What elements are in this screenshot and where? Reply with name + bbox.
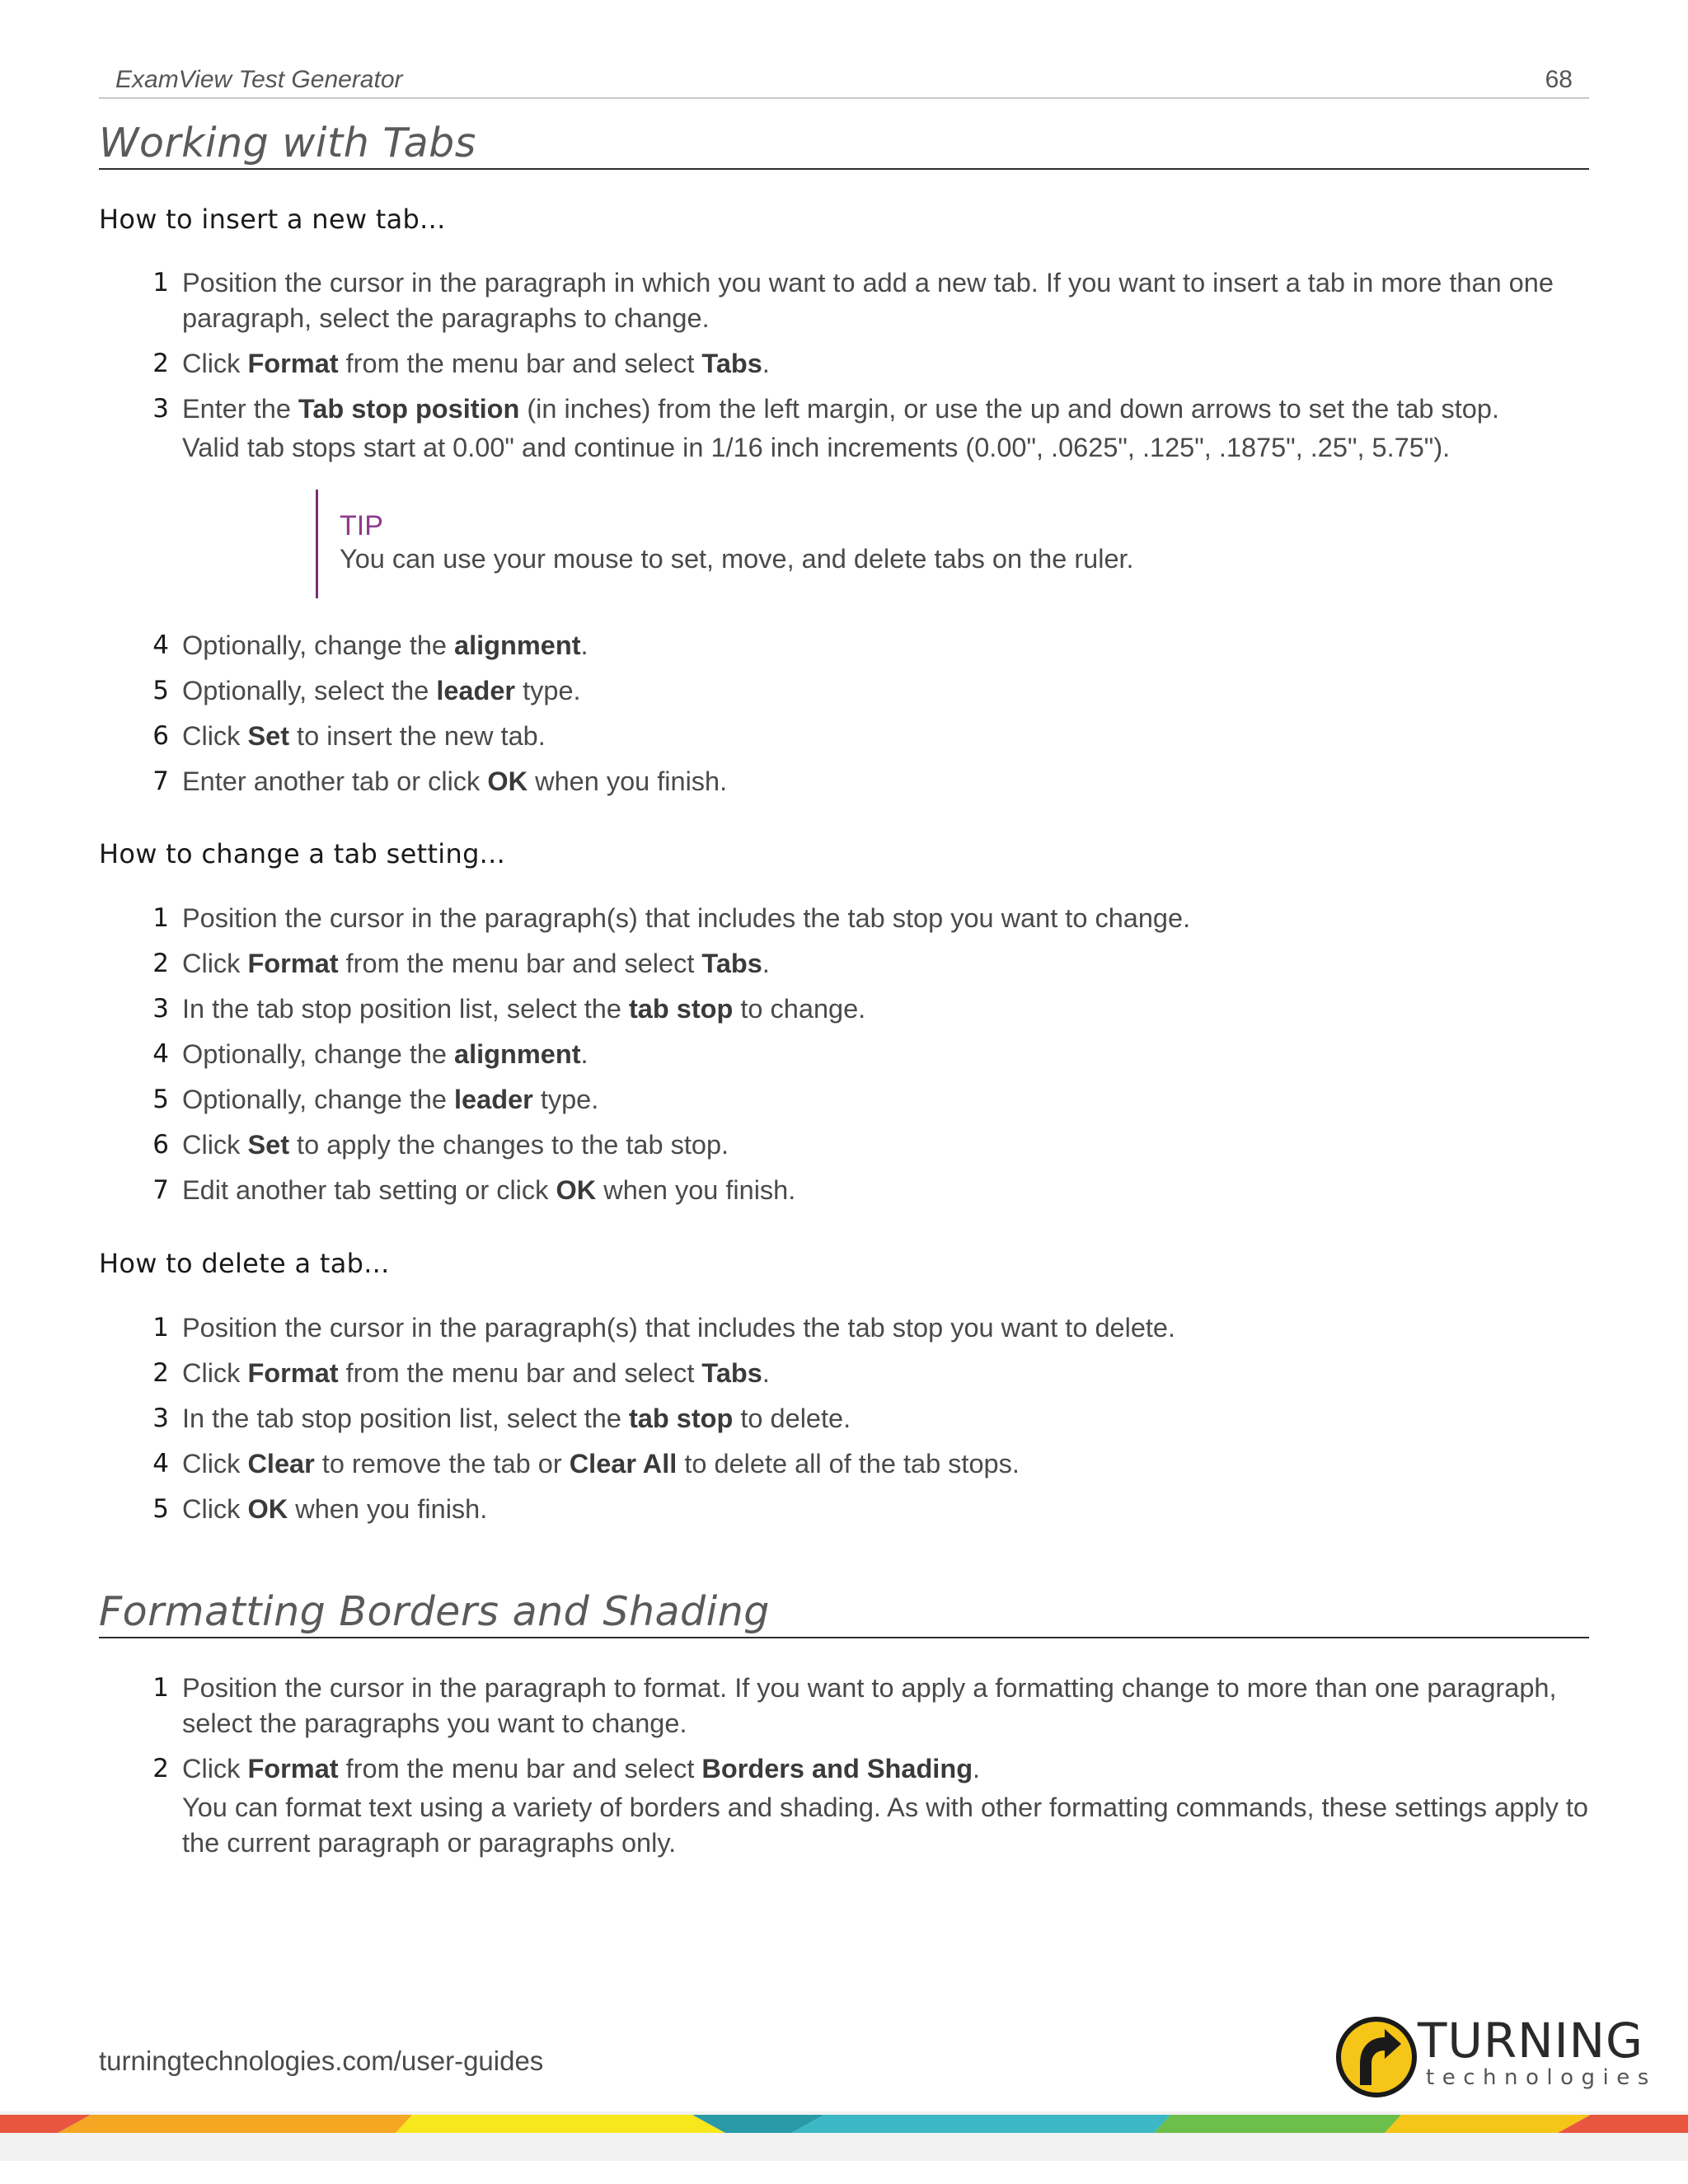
emphasis-term: Borders and Shading	[701, 1754, 973, 1783]
emphasis-term: OK	[556, 1175, 597, 1205]
step-text-run: Optionally, change the	[182, 630, 455, 660]
emphasis-term: Set	[247, 1130, 290, 1160]
step-number: 1	[152, 268, 169, 298]
step-text	[182, 1494, 487, 1524]
step-text-run: In the tab stop position list, select the	[182, 1404, 629, 1433]
color-strip-segment	[1385, 2115, 1591, 2133]
step-text	[182, 994, 865, 1024]
heading-insert-tab: How to insert a new tab...	[99, 204, 446, 235]
step-number: 3	[152, 994, 169, 1024]
logo-wordmark: TURNING	[1418, 2013, 1644, 2069]
step-text-run: (in inches) from the left margin, or use the up and down arrows to set the tab stop.	[519, 394, 1499, 424]
step-number: 4	[152, 630, 169, 660]
step-number: 2	[152, 1754, 169, 1783]
list-item	[99, 1310, 1591, 1346]
step-text-run: .	[762, 949, 770, 978]
steps-borders-shading	[99, 1671, 1591, 1871]
step-text	[182, 1085, 598, 1114]
step-text-run: Click	[182, 349, 248, 378]
step-text-run: Click	[182, 721, 248, 751]
section-title-tabs: Working with Tabs	[99, 120, 1589, 170]
step-text-run: Click	[182, 1494, 248, 1524]
list-item	[99, 946, 1591, 982]
emphasis-term: Format	[247, 1358, 339, 1388]
step-text-run: Edit another tab setting or click	[182, 1175, 556, 1205]
step-text-run: Position the cursor in the paragraph(s) that includes the tab stop you want to change.	[182, 903, 1191, 933]
step-text-run: to insert the new tab.	[289, 721, 546, 751]
steps-delete-tab	[99, 1310, 1591, 1537]
step-text-run: Position the cursor in the paragraph to format. If you want to apply a formatting change to more than one paragraph, select the paragraphs you want to change.	[182, 1673, 1557, 1738]
step-text-run: Optionally, change the	[182, 1085, 455, 1114]
step-text-run: In the tab stop position list, select the	[182, 994, 629, 1024]
step-number: 4	[152, 1449, 169, 1479]
step-text	[182, 630, 588, 660]
list-item	[99, 1751, 1591, 1861]
step-text-run: .	[580, 1039, 588, 1069]
step-text-run: when you finish.	[288, 1494, 488, 1524]
list-item	[99, 1492, 1591, 1527]
step-text-run: from the menu bar and select	[338, 949, 702, 978]
steps-change-tab	[99, 901, 1591, 1218]
footer-color-strip	[0, 2111, 1688, 2161]
list-item	[99, 1037, 1591, 1072]
color-strip-segment	[791, 2115, 1170, 2133]
step-text-run: Enter another tab or click	[182, 766, 488, 796]
step-number: 2	[152, 1358, 169, 1388]
step-text-run: from the menu bar and select	[338, 349, 702, 378]
step-text-run: Click	[182, 1754, 248, 1783]
emphasis-term: leader	[454, 1085, 533, 1114]
step-note: Valid tab stops start at 0.00" and continue in 1/16 inch increments (0.00", .0625", .125", .1875", .25", 5.75").	[182, 433, 1451, 462]
step-text-run: type.	[515, 676, 581, 705]
list-item	[99, 265, 1591, 336]
step-text	[182, 1673, 1557, 1738]
list-item	[99, 673, 1591, 709]
steps-insert-tab	[99, 265, 1591, 476]
step-text-run: .	[973, 1754, 981, 1783]
step-text-run: to change.	[733, 994, 866, 1024]
step-text-run: Click	[182, 1449, 248, 1479]
step-text	[182, 949, 770, 978]
list-item	[99, 1127, 1591, 1163]
list-item	[99, 1082, 1591, 1118]
step-text-run: .	[762, 1358, 770, 1388]
step-text-run: from the menu bar and select	[338, 1358, 702, 1388]
emphasis-term: leader	[436, 676, 516, 705]
step-number: 1	[152, 1673, 169, 1703]
emphasis-term: alignment	[454, 630, 581, 660]
running-header	[99, 63, 1589, 99]
step-number: 7	[152, 766, 169, 796]
list-item	[99, 719, 1591, 754]
emphasis-term: Tabs	[701, 1358, 762, 1388]
step-text-run: when you finish.	[528, 766, 728, 796]
step-text	[182, 903, 1190, 933]
emphasis-term: Tabs	[701, 349, 762, 378]
step-number: 1	[152, 903, 169, 933]
step-number: 5	[152, 676, 169, 705]
list-item	[99, 346, 1591, 382]
step-text-run: Click	[182, 1358, 248, 1388]
emphasis-term: Tabs	[701, 949, 762, 978]
step-number: 6	[152, 1130, 169, 1160]
tip-callout	[316, 490, 1387, 598]
logo-subtitle: technologies	[1426, 2065, 1657, 2090]
list-item	[99, 764, 1591, 799]
step-text-run: Position the cursor in the paragraph(s) that includes the tab stop you want to delete.	[182, 1313, 1176, 1343]
list-item	[99, 1401, 1591, 1436]
tip-label: TIP	[340, 510, 383, 541]
emphasis-term: Clear	[247, 1449, 315, 1479]
list-item	[99, 391, 1591, 466]
step-number: 3	[152, 1404, 169, 1433]
tip-text: You can use your mouse to set, move, and delete tabs on the ruler.	[340, 544, 1134, 574]
step-text	[182, 766, 727, 796]
list-item	[99, 991, 1591, 1027]
step-text	[182, 1754, 980, 1783]
list-item	[99, 1356, 1591, 1391]
step-text	[182, 1130, 729, 1160]
color-strip-segment	[396, 2115, 725, 2133]
step-number: 6	[152, 721, 169, 751]
step-number: 3	[152, 394, 169, 424]
step-number: 4	[152, 1039, 169, 1069]
emphasis-term: Format	[247, 949, 339, 978]
step-text	[182, 1175, 795, 1205]
heading-delete-tab: How to delete a tab...	[99, 1248, 390, 1279]
emphasis-term: Tab stop position	[298, 394, 520, 424]
step-text	[182, 349, 770, 378]
heading-change-tab: How to change a tab setting...	[99, 838, 506, 869]
list-item	[99, 1671, 1591, 1741]
step-text-run: .	[580, 630, 588, 660]
step-text-run: Click	[182, 1130, 248, 1160]
step-text-run: when you finish.	[596, 1175, 796, 1205]
emphasis-term: Format	[247, 1754, 339, 1783]
list-item	[99, 1446, 1591, 1482]
step-number: 2	[152, 949, 169, 978]
step-text	[182, 721, 546, 751]
step-text-run: Click	[182, 949, 248, 978]
step-text-run: Enter the	[182, 394, 298, 424]
step-text-run: Position the cursor in the paragraph in which you want to add a new tab. If you want to insert a tab in more than one paragraph, select the paragraphs to change.	[182, 268, 1554, 333]
emphasis-term: OK	[487, 766, 528, 796]
step-text	[182, 1449, 1020, 1479]
step-text	[182, 1313, 1175, 1343]
step-text-run: type.	[532, 1085, 599, 1114]
section-title-borders: Formatting Borders and Shading	[99, 1589, 1589, 1638]
step-note: You can format text using a variety of borders and shading. As with other formatting commands, these settings apply to the current paragraph or paragraphs only.	[182, 1793, 1588, 1858]
step-text-run: to delete all of the tab stops.	[677, 1449, 1020, 1479]
emphasis-term: Clear All	[569, 1449, 678, 1479]
turning-arrow-logo-icon	[1335, 2016, 1418, 2098]
color-strip-segment	[58, 2115, 412, 2133]
list-item	[99, 901, 1591, 936]
step-text	[182, 1039, 588, 1069]
step-text	[182, 268, 1554, 333]
step-text	[182, 1404, 851, 1433]
step-number: 7	[152, 1175, 169, 1205]
emphasis-term: alignment	[454, 1039, 581, 1069]
step-text-run: Optionally, select the	[182, 676, 437, 705]
document-title: ExamView Test Generator	[115, 66, 403, 93]
step-number: 2	[152, 349, 169, 378]
step-number: 1	[152, 1313, 169, 1343]
emphasis-term: Set	[247, 721, 290, 751]
step-text-run: from the menu bar and select	[338, 1754, 702, 1783]
step-text-run: .	[762, 349, 770, 378]
color-strip-segment	[1154, 2115, 1401, 2133]
page-number: 68	[1545, 66, 1573, 93]
emphasis-term: Format	[247, 349, 339, 378]
emphasis-term: OK	[247, 1494, 288, 1524]
step-text-run: to delete.	[733, 1404, 851, 1433]
step-text	[182, 394, 1499, 424]
step-text	[182, 676, 581, 705]
turning-technologies-logo	[1335, 2013, 1657, 2098]
steps-insert-tab-continued	[99, 628, 1591, 809]
list-item	[99, 628, 1591, 663]
footer-url-link[interactable]: turningtechnologies.com/user-guides	[99, 2046, 544, 2076]
list-item	[99, 1173, 1591, 1208]
step-text-run: to apply the changes to the tab stop.	[289, 1130, 729, 1160]
step-text-run: to remove the tab or	[314, 1449, 570, 1479]
emphasis-term: tab stop	[628, 994, 734, 1024]
step-text-run: Optionally, change the	[182, 1039, 455, 1069]
step-number: 5	[152, 1085, 169, 1114]
step-number: 5	[152, 1494, 169, 1524]
step-text	[182, 1358, 770, 1388]
emphasis-term: tab stop	[628, 1404, 734, 1433]
